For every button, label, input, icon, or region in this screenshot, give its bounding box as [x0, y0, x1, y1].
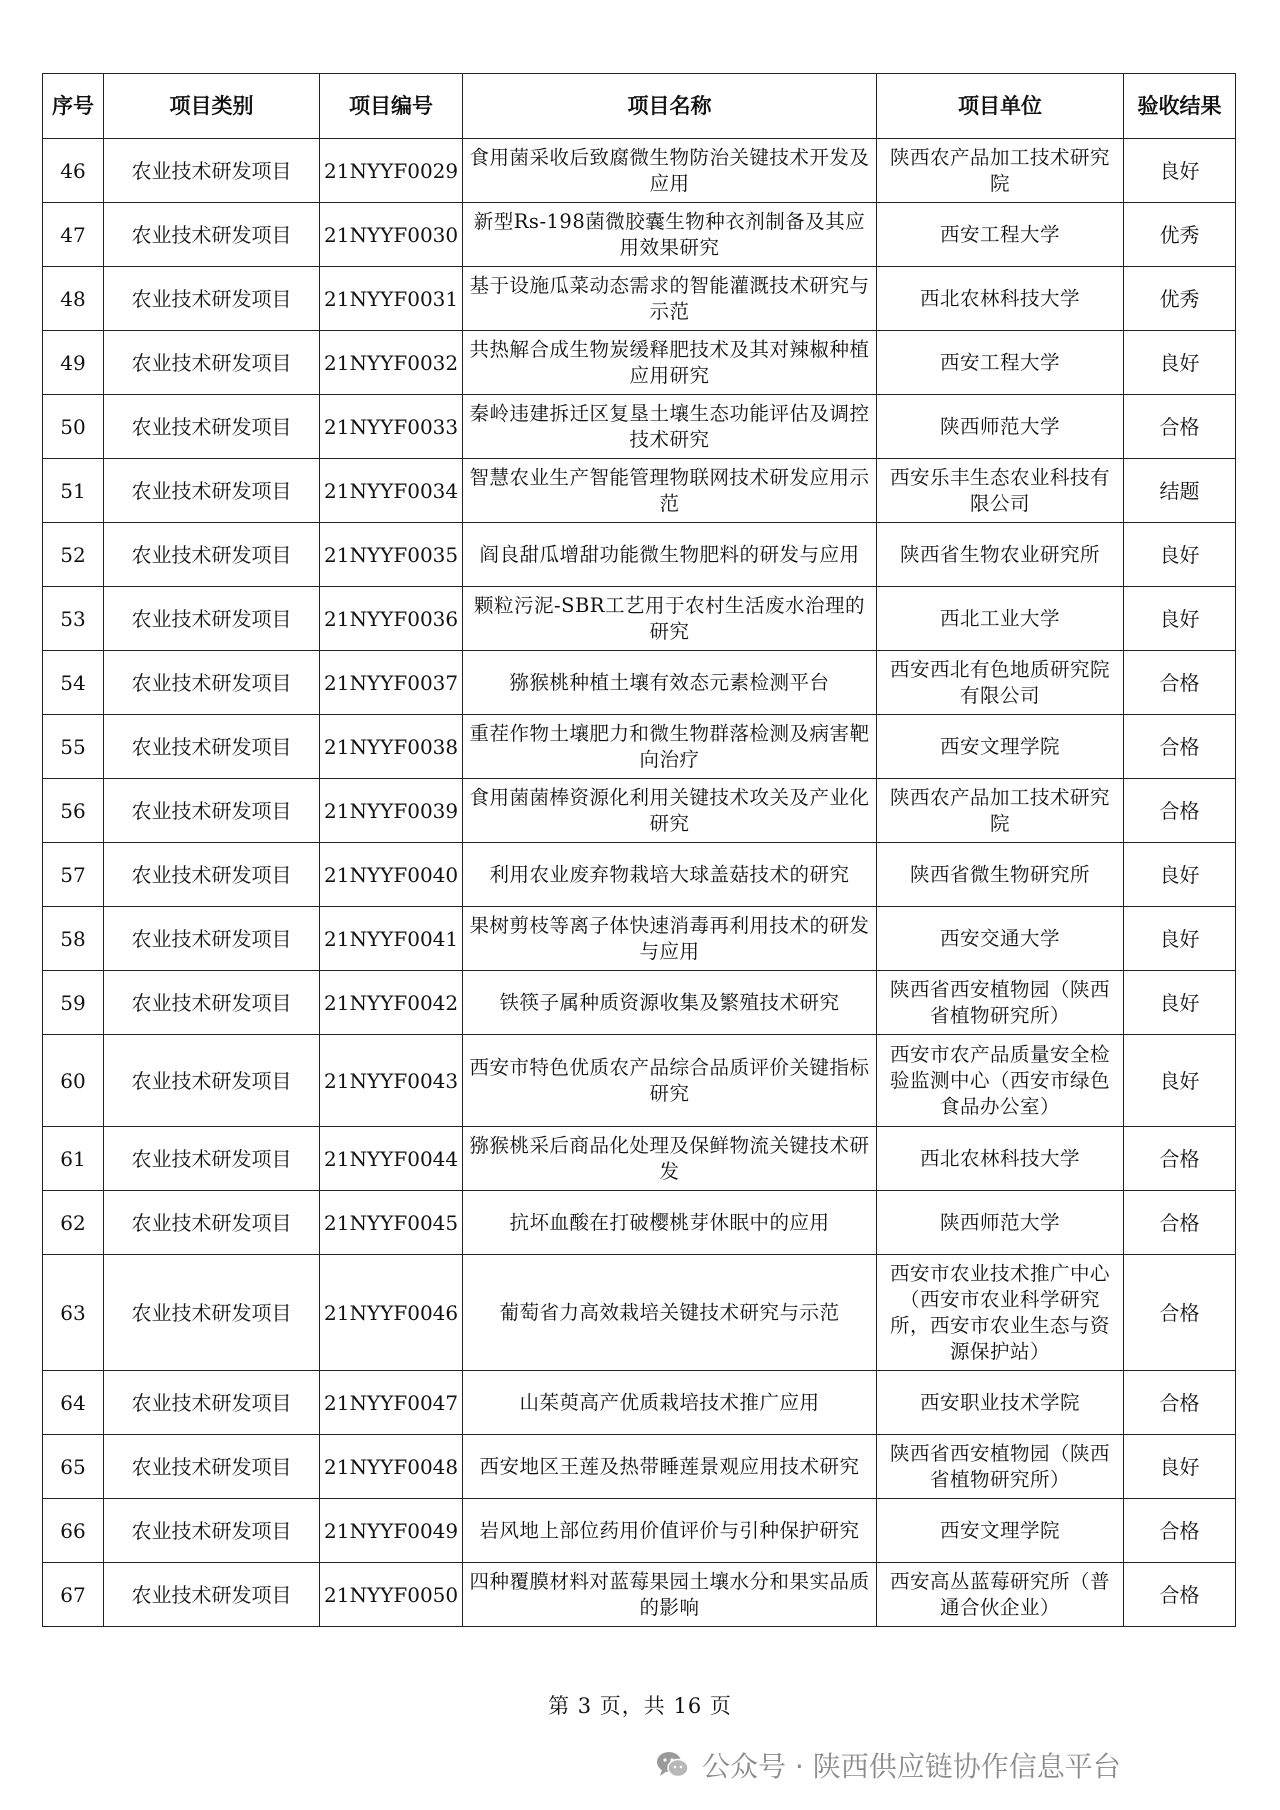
table-row	[43, 1127, 1236, 1191]
cell-name: 猕猴桃种植土壤有效态元素检测平台	[463, 651, 877, 715]
cell-unit: 西安职业技术学院	[877, 1371, 1124, 1435]
cell-code: 21NYYF0045	[320, 1191, 463, 1255]
wechat-icon	[656, 1750, 690, 1780]
cell-no: 65	[43, 1435, 104, 1499]
cell-result: 良好	[1124, 907, 1236, 971]
cell-category: 农业技术研发项目	[104, 395, 320, 459]
cell-result: 良好	[1124, 139, 1236, 203]
cell-code: 21NYYF0036	[320, 587, 463, 651]
cell-category: 农业技术研发项目	[104, 651, 320, 715]
cell-name: 颗粒污泥-SBR工艺用于农村生活废水治理的研究	[463, 587, 877, 651]
cell-no: 52	[43, 523, 104, 587]
cell-result: 合格	[1124, 779, 1236, 843]
header-code: 项目编号	[320, 74, 463, 139]
cell-no: 54	[43, 651, 104, 715]
cell-result: 合格	[1124, 715, 1236, 779]
cell-no: 46	[43, 139, 104, 203]
cell-category: 农业技术研发项目	[104, 1371, 320, 1435]
cell-no: 61	[43, 1127, 104, 1191]
cell-unit: 陕西省微生物研究所	[877, 843, 1124, 907]
cell-unit: 陕西省西安植物园（陕西省植物研究所）	[877, 971, 1124, 1035]
cell-result: 结题	[1124, 459, 1236, 523]
cell-category: 农业技术研发项目	[104, 1563, 320, 1627]
cell-result: 合格	[1124, 1499, 1236, 1563]
cell-unit: 西安工程大学	[877, 331, 1124, 395]
cell-no: 67	[43, 1563, 104, 1627]
cell-no: 53	[43, 587, 104, 651]
cell-name: 重茬作物土壤肥力和微生物群落检测及病害靶向治疗	[463, 715, 877, 779]
cell-result: 合格	[1124, 1255, 1236, 1371]
table-row	[43, 267, 1236, 331]
cell-unit: 陕西省生物农业研究所	[877, 523, 1124, 587]
acceptance-results-table	[42, 73, 1236, 1627]
cell-category: 农业技术研发项目	[104, 587, 320, 651]
cell-result: 合格	[1124, 1191, 1236, 1255]
cell-name: 秦岭违建拆迁区复垦土壤生态功能评估及调控技术研究	[463, 395, 877, 459]
cell-category: 农业技术研发项目	[104, 715, 320, 779]
table-row	[43, 1435, 1236, 1499]
header-result: 验收结果	[1124, 74, 1236, 139]
table-row	[43, 715, 1236, 779]
cell-name: 食用菌采收后致腐微生物防治关键技术开发及应用	[463, 139, 877, 203]
cell-name: 基于设施瓜菜动态需求的智能灌溉技术研究与示范	[463, 267, 877, 331]
cell-code: 21NYYF0046	[320, 1255, 463, 1371]
watermark-text: 公众号 · 陕西供应链协作信息平台	[702, 1750, 1121, 1783]
page-number-footer: 第 3 页，共 16 页	[548, 1694, 732, 1718]
table-row	[43, 907, 1236, 971]
cell-code: 21NYYF0037	[320, 651, 463, 715]
cell-name: 共热解合成生物炭缓释肥技术及其对辣椒种植应用研究	[463, 331, 877, 395]
table-row	[43, 1371, 1236, 1435]
cell-no: 57	[43, 843, 104, 907]
cell-unit: 陕西师范大学	[877, 395, 1124, 459]
cell-category: 农业技术研发项目	[104, 843, 320, 907]
cell-unit: 西安交通大学	[877, 907, 1124, 971]
cell-no: 58	[43, 907, 104, 971]
cell-code: 21NYYF0030	[320, 203, 463, 267]
cell-category: 农业技术研发项目	[104, 523, 320, 587]
table-row	[43, 1563, 1236, 1627]
cell-code: 21NYYF0049	[320, 1499, 463, 1563]
cell-unit: 西安工程大学	[877, 203, 1124, 267]
cell-category: 农业技术研发项目	[104, 907, 320, 971]
wechat-watermark	[656, 1745, 1256, 1785]
cell-category: 农业技术研发项目	[104, 331, 320, 395]
cell-name: 山茱萸高产优质栽培技术推广应用	[463, 1371, 877, 1435]
cell-unit: 陕西农产品加工技术研究院	[877, 779, 1124, 843]
cell-no: 60	[43, 1035, 104, 1127]
cell-no: 62	[43, 1191, 104, 1255]
cell-no: 49	[43, 331, 104, 395]
table-row	[43, 203, 1236, 267]
table-row	[43, 331, 1236, 395]
table-row	[43, 459, 1236, 523]
cell-code: 21NYYF0029	[320, 139, 463, 203]
cell-category: 农业技术研发项目	[104, 971, 320, 1035]
cell-name: 智慧农业生产智能管理物联网技术研发应用示范	[463, 459, 877, 523]
cell-no: 59	[43, 971, 104, 1035]
cell-code: 21NYYF0039	[320, 779, 463, 843]
cell-name: 食用菌菌棒资源化利用关键技术攻关及产业化研究	[463, 779, 877, 843]
cell-category: 农业技术研发项目	[104, 267, 320, 331]
cell-result: 合格	[1124, 395, 1236, 459]
header-name: 项目名称	[463, 74, 877, 139]
cell-category: 农业技术研发项目	[104, 1127, 320, 1191]
table-row	[43, 651, 1236, 715]
header-unit: 项目单位	[877, 74, 1124, 139]
cell-no: 50	[43, 395, 104, 459]
header-category: 项目类别	[104, 74, 320, 139]
cell-unit: 陕西农产品加工技术研究院	[877, 139, 1124, 203]
cell-code: 21NYYF0050	[320, 1563, 463, 1627]
cell-code: 21NYYF0042	[320, 971, 463, 1035]
cell-code: 21NYYF0048	[320, 1435, 463, 1499]
table-row	[43, 1035, 1236, 1127]
cell-category: 农业技术研发项目	[104, 1035, 320, 1127]
cell-unit: 西北农林科技大学	[877, 267, 1124, 331]
cell-no: 56	[43, 779, 104, 843]
table-row	[43, 139, 1236, 203]
cell-no: 51	[43, 459, 104, 523]
cell-name: 果树剪枝等离子体快速消毒再利用技术的研发与应用	[463, 907, 877, 971]
cell-code: 21NYYF0040	[320, 843, 463, 907]
table-row	[43, 1191, 1236, 1255]
cell-result: 良好	[1124, 587, 1236, 651]
cell-category: 农业技术研发项目	[104, 1191, 320, 1255]
cell-category: 农业技术研发项目	[104, 779, 320, 843]
table-header-row	[43, 74, 1236, 139]
cell-unit: 西安高丛蓝莓研究所（普通合伙企业）	[877, 1563, 1124, 1627]
cell-code: 21NYYF0034	[320, 459, 463, 523]
cell-result: 合格	[1124, 1371, 1236, 1435]
cell-code: 21NYYF0035	[320, 523, 463, 587]
cell-result: 良好	[1124, 523, 1236, 587]
cell-no: 48	[43, 267, 104, 331]
cell-unit: 西北工业大学	[877, 587, 1124, 651]
cell-category: 农业技术研发项目	[104, 459, 320, 523]
cell-category: 农业技术研发项目	[104, 1499, 320, 1563]
cell-no: 64	[43, 1371, 104, 1435]
cell-unit: 西安西北有色地质研究院有限公司	[877, 651, 1124, 715]
cell-code: 21NYYF0043	[320, 1035, 463, 1127]
cell-result: 合格	[1124, 651, 1236, 715]
cell-category: 农业技术研发项目	[104, 1255, 320, 1371]
cell-unit: 陕西师范大学	[877, 1191, 1124, 1255]
cell-code: 21NYYF0044	[320, 1127, 463, 1191]
cell-name: 铁筷子属种质资源收集及繁殖技术研究	[463, 971, 877, 1035]
cell-result: 良好	[1124, 1035, 1236, 1127]
table-row	[43, 779, 1236, 843]
cell-no: 66	[43, 1499, 104, 1563]
table-row	[43, 1255, 1236, 1371]
header-no: 序号	[43, 74, 104, 139]
cell-code: 21NYYF0032	[320, 331, 463, 395]
cell-code: 21NYYF0031	[320, 267, 463, 331]
cell-result: 优秀	[1124, 267, 1236, 331]
cell-unit: 西安市农产品质量安全检验监测中心（西安市绿色食品办公室）	[877, 1035, 1124, 1127]
cell-result: 良好	[1124, 843, 1236, 907]
cell-unit: 陕西省西安植物园（陕西省植物研究所）	[877, 1435, 1124, 1499]
cell-name: 葡萄省力高效栽培关键技术研究与示范	[463, 1255, 877, 1371]
cell-unit: 西安乐丰生态农业科技有限公司	[877, 459, 1124, 523]
cell-result: 合格	[1124, 1127, 1236, 1191]
cell-code: 21NYYF0041	[320, 907, 463, 971]
table-row	[43, 843, 1236, 907]
table-row	[43, 587, 1236, 651]
cell-no: 63	[43, 1255, 104, 1371]
cell-category: 农业技术研发项目	[104, 1435, 320, 1499]
cell-unit: 西安文理学院	[877, 1499, 1124, 1563]
cell-result: 良好	[1124, 971, 1236, 1035]
cell-unit: 西安市农业技术推广中心（西安市农业科学研究所，西安市农业生态与资源保护站）	[877, 1255, 1124, 1371]
cell-name: 猕猴桃采后商品化处理及保鲜物流关键技术研发	[463, 1127, 877, 1191]
cell-code: 21NYYF0038	[320, 715, 463, 779]
cell-name: 西安市特色优质农产品综合品质评价关键指标研究	[463, 1035, 877, 1127]
cell-name: 利用农业废弃物栽培大球盖菇技术的研究	[463, 843, 877, 907]
cell-unit: 西北农林科技大学	[877, 1127, 1124, 1191]
cell-name: 抗坏血酸在打破樱桃芽休眠中的应用	[463, 1191, 877, 1255]
cell-name: 阎良甜瓜增甜功能微生物肥料的研发与应用	[463, 523, 877, 587]
cell-unit: 西安文理学院	[877, 715, 1124, 779]
cell-code: 21NYYF0047	[320, 1371, 463, 1435]
cell-no: 55	[43, 715, 104, 779]
table-row	[43, 523, 1236, 587]
cell-code: 21NYYF0033	[320, 395, 463, 459]
cell-name: 西安地区王莲及热带睡莲景观应用技术研究	[463, 1435, 877, 1499]
cell-category: 农业技术研发项目	[104, 203, 320, 267]
cell-result: 良好	[1124, 1435, 1236, 1499]
cell-result: 优秀	[1124, 203, 1236, 267]
cell-no: 47	[43, 203, 104, 267]
table-row	[43, 971, 1236, 1035]
cell-name: 新型Rs-198菌微胶囊生物种衣剂制备及其应用效果研究	[463, 203, 877, 267]
cell-name: 四种覆膜材料对蓝莓果园土壤水分和果实品质的影响	[463, 1563, 877, 1627]
table-row	[43, 395, 1236, 459]
table-row	[43, 1499, 1236, 1563]
cell-name: 岩风地上部位药用价值评价与引种保护研究	[463, 1499, 877, 1563]
cell-category: 农业技术研发项目	[104, 139, 320, 203]
cell-result: 良好	[1124, 331, 1236, 395]
cell-result: 合格	[1124, 1563, 1236, 1627]
